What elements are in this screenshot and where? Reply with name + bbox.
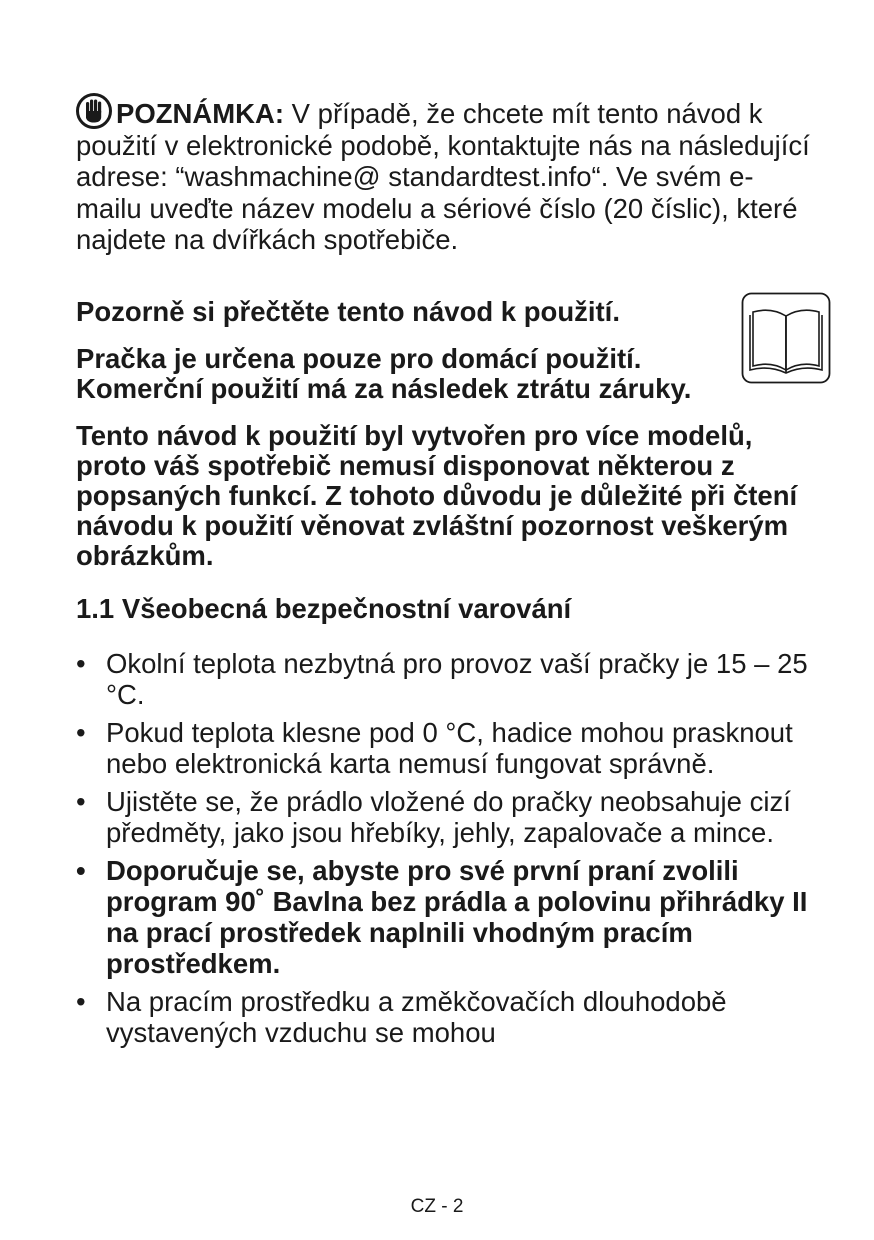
list-item: [76, 986, 816, 1048]
list-item-text: Na pracím prostředku a změkčovačích dlouhodobě vystavených vzduchu se mohou: [106, 985, 727, 1048]
list-item-text: Doporučuje se, abyste pro své první praní zvolili program 90˚ Bavlna bez prádla a polovinu přihrádky II na prací prostředek naplnili vhodným pracím prostředkem.: [106, 854, 808, 979]
hand-stop-icon: [76, 93, 112, 129]
bullet: •: [76, 985, 86, 1017]
intro-domestic-use: Pračka je určena pouze pro domácí použití. Komerční použití má za následek ztrátu záruky.: [76, 342, 692, 404]
intro-read-manual: Pozorně si přečtěte tento návod k použití.: [76, 295, 620, 327]
bullet: •: [76, 785, 86, 817]
manual-page: [76, 93, 816, 1055]
bullet: •: [76, 647, 86, 679]
page-number: CZ - 2: [410, 1196, 464, 1217]
list-item-text: Pokud teplota klesne pod 0 °C, hadice mohou prasknout nebo elektronická karta nemusí fungovat správně.: [106, 716, 793, 779]
list-item: [76, 855, 816, 979]
list-item: [76, 786, 816, 848]
note-paragraph: [76, 93, 816, 256]
list-item: [76, 648, 816, 710]
intro-block: [76, 297, 816, 571]
list-item-text: Ujistěte se, že prádlo vložené do pračky neobsahuje cizí předměty, jako jsou hřebíky, jehly, zapalovače a mince.: [106, 785, 791, 848]
note-text: V případě, že chcete mít tento návod k použití v elektronické podobě, kontaktujte nás na následující adrese: “washmachine@ standardtest.info“. Ve svém e-mailu uveďte název modelu a sériové číslo (20 číslic), které najdete na dvířkách spotřebiče.: [76, 98, 810, 255]
intro-multiple-models: Tento návod k použití byl vytvořen pro více modelů, proto váš spotřebič nemusí disponovat některou z popsaných funkcí. Z tohoto důvodu je důležité při čtení návodu k použití věnovat zvláštní pozornost veškerým obrázkům.: [76, 419, 798, 571]
section-title: 1.1 Všeobecná bezpečnostní varování: [76, 592, 572, 624]
bullet: •: [76, 716, 86, 748]
note-label: POZNÁMKA:: [116, 98, 285, 129]
open-book-icon: [741, 292, 831, 384]
bullet: •: [76, 854, 86, 886]
safety-warning-list: [76, 648, 816, 1048]
list-item: [76, 717, 816, 779]
list-item-text: Okolní teplota nezbytná pro provoz vaší pračky je 15 – 25 °C.: [106, 647, 808, 710]
